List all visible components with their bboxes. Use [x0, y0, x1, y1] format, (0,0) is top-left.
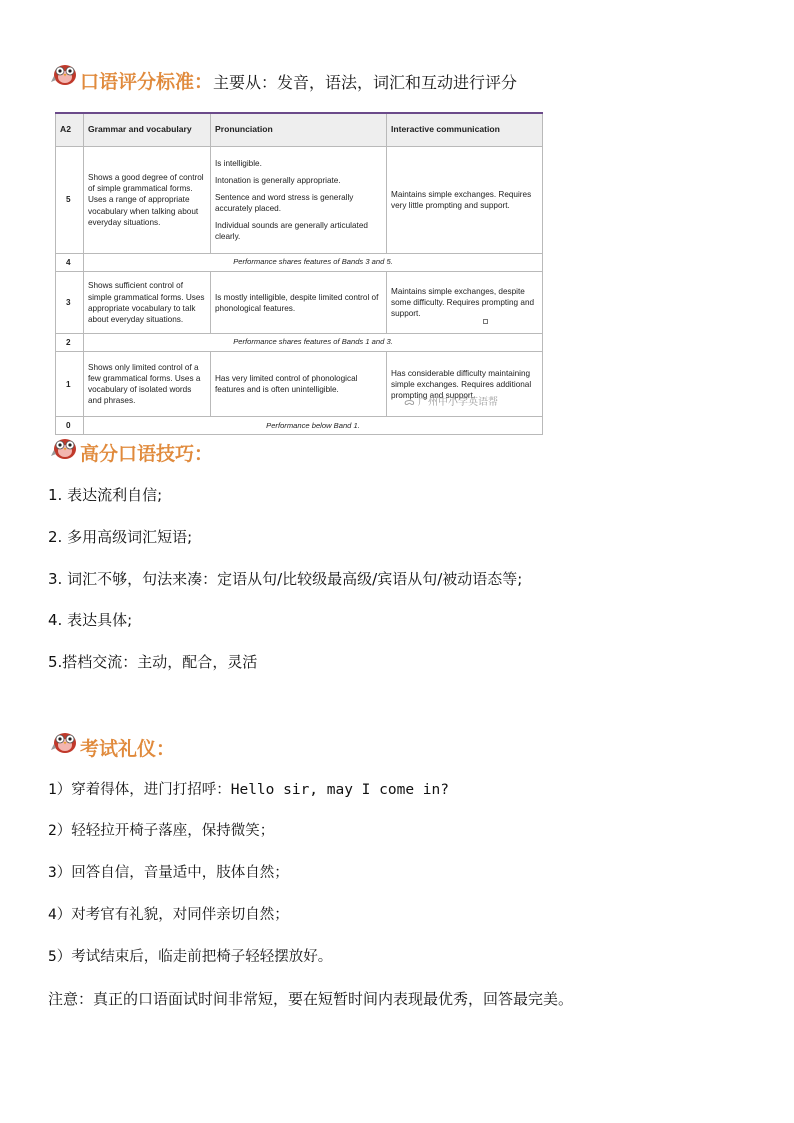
table-row	[56, 334, 543, 352]
table-row	[56, 254, 543, 272]
interactive-cell: Maintains simple exchanges, despite some difficulty. Requires prompting and support.	[387, 272, 543, 334]
table-row	[56, 147, 543, 254]
list-item: 5）考试结束后，临走前把椅子轻轻摆放好。	[48, 949, 333, 965]
pronunciation-point: Sentence and word stress is generally accurately placed.	[215, 192, 354, 213]
grammar-cell: Shows only limited control of a few grammatical forms. Uses a vocabulary of isolated words and phrases.	[84, 352, 211, 417]
band-number: 4	[56, 254, 84, 272]
shared-features-cell: Performance shares features of Bands 1 and 3.	[84, 334, 543, 352]
interactive-cell: Maintains simple exchanges. Requires very little prompting and support.	[387, 147, 543, 254]
interactive-cell: Has considerable difficulty maintaining simple exchanges. Requires additional prompting and support.	[387, 352, 543, 417]
header-interactive: Interactive communication	[387, 113, 543, 147]
section-heading-scoring	[80, 67, 517, 94]
section-heading-etiquette: 考试礼仪：	[80, 738, 176, 760]
pronunciation-point: Individual sounds are generally articulated clearly.	[215, 221, 368, 242]
header-level: A2	[56, 113, 84, 147]
header-grammar: Grammar and vocabulary	[84, 113, 211, 147]
list-item: 4）对考官有礼貌，对同伴亲切自然；	[48, 907, 289, 923]
section-subtitle: 主要从：发音，语法，词汇和互动进行评分	[213, 73, 518, 92]
section-title: 口语评分标准：	[80, 71, 214, 93]
table-row	[56, 417, 543, 435]
owl-icon	[50, 60, 78, 86]
pronunciation-point: Intonation is generally appropriate.	[215, 175, 341, 185]
table-header-row	[56, 113, 543, 147]
list-item: 5.搭档交流：主动，配合，灵活	[48, 653, 258, 671]
band-number: 1	[56, 352, 84, 417]
shared-features-cell: Performance shares features of Bands 3 and 5.	[84, 254, 543, 272]
note-text: 注意：真正的口语面试时间非常短，要在短暂时间内表现最优秀，回答最完美。	[48, 990, 574, 1008]
table-marker	[483, 319, 488, 324]
table-row	[56, 272, 543, 334]
owl-icon	[50, 728, 78, 754]
list-item: 1. 表达流利自信;	[48, 486, 163, 504]
section-heading-tips: 高分口语技巧：	[80, 443, 214, 465]
header-pronunciation: Pronunciation	[211, 113, 387, 147]
list-item: 3. 词汇不够，句法来凑：定语从句/比较级最高级/宾语从句/被动语态等;	[48, 570, 523, 588]
list-item: 3）回答自信，音量适中，肢体自然；	[48, 865, 289, 881]
band-number: 2	[56, 334, 84, 352]
list-item: 2. 多用高级词汇短语;	[48, 528, 193, 546]
band-number: 3	[56, 272, 84, 334]
shared-features-cell: Performance below Band 1.	[84, 417, 543, 435]
pronunciation-cell: Is mostly intelligible, despite limited control of phonological features.	[211, 272, 387, 334]
watermark-text: 广州中小学英语帮	[418, 397, 498, 408]
scoring-rubric-table	[55, 112, 543, 435]
list-item: 4. 表达具体;	[48, 611, 133, 629]
grammar-cell: Shows a good degree of control of simple grammatical forms. Uses a range of appropriate vocabulary when talking about everyday situations.	[84, 147, 211, 254]
owl-icon	[50, 434, 78, 460]
band-number: 0	[56, 417, 84, 435]
grammar-cell: Shows sufficient control of simple grammatical forms. Uses appropriate vocabulary to talk about everyday situations.	[84, 272, 211, 334]
pronunciation-cell: Has very limited control of phonological features and is often unintelligible.	[211, 352, 387, 417]
pronunciation-cell	[211, 147, 387, 254]
band-number: 5	[56, 147, 84, 254]
pronunciation-point: Is intelligible.	[215, 158, 262, 168]
watermark	[404, 393, 498, 408]
list-item: 1）穿着得体，进门打招呼：Hello sir, may I come in?	[48, 782, 449, 798]
list-item: 2）轻轻拉开椅子落座，保持微笑；	[48, 823, 275, 839]
wechat-icon: ᯅ	[404, 397, 415, 408]
